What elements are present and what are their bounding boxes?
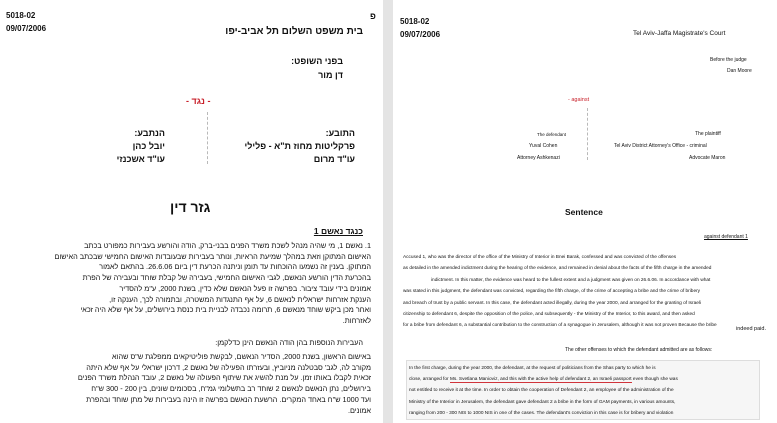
paragraph-2: In the first charge, during the year 2000, the defendant, at the request of politicians from the Shas party to which he is close, arranged for Ms. Svetlana Manioviz, and this with the active help of defendant 2, an Israeli passport even though she was not entitled to receive it at the time. In order to obtain the cooperation of Defendant 2, an employee of the administration of the Ministry of the Interior in Jerusalem, the defendant gave defendant 2 a bribe in the form of GAM payments, in various amounts, ranging from 200 - 300 NIS to 1000 NIS in one of the cases. The defendant's conviction in this case is for bribery and violation [409,366,678,416]
judge-name: Dan Moore [727,68,752,74]
against-label: - against [568,97,590,103]
section-heading: כנגד נאשם 1 [313,226,363,236]
defendant-name: יובל כהן [132,141,165,151]
case-number: 5018-02 [400,17,430,26]
case-date: 09/07/2006 [400,30,441,39]
defendant-attorney: עו"ד אשכנזי [116,154,165,164]
defendant-label: The defendant [537,132,567,137]
paragraph-2: באישום הראשון, בשנת 2000, הסדיר הנאשם, לבקשת פוליטיקאים ממפלגת ש"ס שהוא מקורב לה, לגב' סבטלנה מניוביץ, ובעזרתו הפעילה של נאשם 2, דרכון ישראלי על אף שלא היתה זכאית לקבלו באותו זמן. על מנת להשיג את שיתוף הפעולה של נאשם 2, עובד הנהלת משרד הפנים בירושלים, נתן הנאשם לנאשם 2 שוחד רב בתשלומי גמ"ח, בסכומים שונים, בין 200 - 300 ש"ח ועד 1000 ש"ח באחד המקרים. הרשעת הנאשם בפרשה זו הינה בעבירות של מתן שוחד ובהפרת אמונים. [77,352,371,415]
document-title: גזר דין [170,199,211,215]
paragraph-1: Accused 1, who was the director of the office of the Ministry of Interior in Bnei Barak, confessed and was convicted of the offenses as detailed in the amended indictment during the hearing of the evidence, and remained in denial about the facts of the fifth charge in the amended indictment. In this matter, the evidence was heard to the fullest extent and a judgment was given on 26.6.06. In accordance with what was stated in this judgment, the defendant was convicted, regarding the fifth charge, of the crime of accepting a bribe and the crime of bribery and breach of trust by a public servant. In this case, the defendant acted illegally, during the year 2000, and arranged for the granting of Israeli citizenship to defendant 6, despite the opposition of the police, and subsequently - the Ministry of the Interior, to this award, and then asked for a bribe from defendant 6, a substantial contribution to the construction of a synagogue in Jerusalem, although it was not proven Because the bribe [403,255,717,329]
english-translation-page [393,0,777,423]
before-label: בפני השופט: [291,56,343,66]
page-marker: פ [370,11,376,21]
document-title: Sentence [565,207,603,217]
plaintiff-label: התובע: [325,128,355,138]
plaintiff-attorney: Advocate Maron [689,155,726,161]
underlined-passage: Ms. Svetlana Manioviz, and this with the active help of defendant 2, an Israeli passport [449,377,632,383]
admitted-offenses-line: The other offenses to which the defendant admitted are as follows: [565,347,713,353]
defendant-name: Yuval Cohen [529,143,558,149]
court-name: Tel Aviv-Jaffa Magistrate's Court [633,30,726,37]
before-label: Before the judge [710,57,747,63]
case-date: 09/07/2006 [6,24,47,33]
plaintiff-name: Tel Aviv District Attorney's Office - criminal [614,143,707,149]
plaintiff-label: The plaintiff [695,131,721,137]
defendant-label: הנתבע: [134,128,165,138]
defendant-attorney: Attorney Ashkenazi [517,155,560,161]
court-name: בית משפט השלום תל אביב-יפו [225,26,363,37]
party-divider [587,108,588,160]
admitted-offenses-line: העבירות הנוספות בהן הודה הנאשם הינן כדלקמן: [215,338,363,347]
plaintiff-attorney: עו"ד מרום [313,154,355,164]
judge-name: דן מור [318,70,343,80]
section-heading: against defendant 1 [704,234,748,240]
against-label: - נגד - [186,96,211,106]
paragraph-1-end: indeed paid. [736,326,766,332]
paragraph-1: 1. נאשם 1, מי שהיה מנהל לשכת משרד הפנים בבני-ברק, הודה והורשע בעבירות כמפורט בכתב האישום המתוקן וזאת במהלך שמיעת הראיות, ונותר בעבירות שבעובדות האישום החמישי שבכתב האישום המתוקן. בענין זה נשמעו ההוכחות עד תומן וניתנה הכרעת דין ביום 26.6.06. בהתאם לאמור בהכרעת הדין הורשע הנאשם, לגבי האישום החמישי, בעבירה של קבלת שוחד ובעבירה של הפרת אמונים בידי עובד ציבור. בפרשה זו פעל הנאשם שלא כדין, בשנת 2000, ע"מ להסדיר הענקת אזרחות ישראלית לנאשם 6, על אף התנגדות המשטרה, ובתמורה לכך, הענקה זו, ואחר מכן ביקש שוחד מנאשם 6, תרומה נכבדה לבניית בית כנסת בירושלים, על אף שלא היה זכאי לאזרחות. [54,241,371,325]
hebrew-document-page [0,0,383,423]
party-divider [207,112,208,164]
case-number: 5018-02 [6,11,36,20]
plaintiff-name: פרקליטות מחוז ת"א - פלילי [244,141,355,151]
